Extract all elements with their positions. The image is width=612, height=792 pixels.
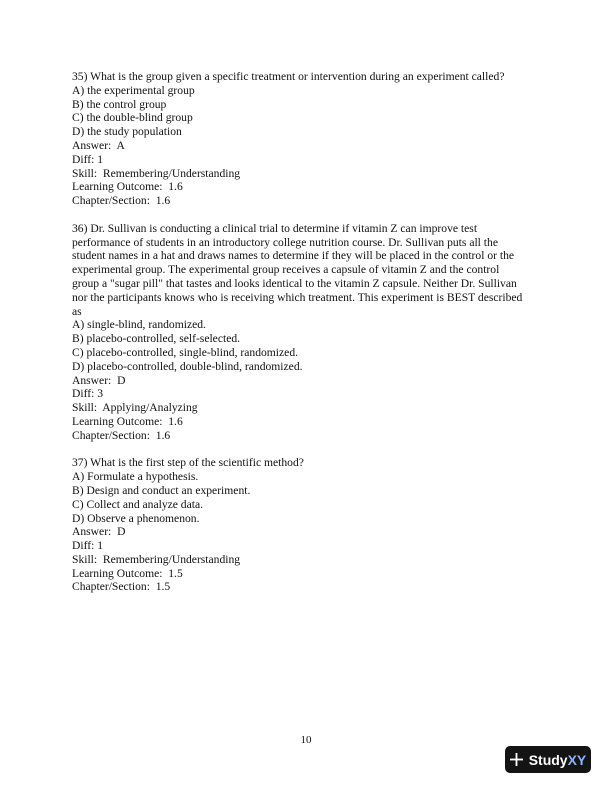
learning-outcome: Learning Outcome: 1.6 — [72, 180, 183, 194]
option-c: C) Collect and analyze data. — [72, 497, 204, 511]
page-content — [72, 70, 548, 608]
difficulty: Diff: 1 — [72, 152, 104, 166]
option-a: A) the experimental group — [72, 83, 195, 97]
question-36 — [72, 222, 548, 443]
question-stem: 35) What is the group given a specific treatment or intervention during an experiment called? — [72, 70, 505, 83]
question-stem-line: group a "sugar pill" that tastes and looks identical to the vitamin Z capsule. Neither Dr. Sullivan — [72, 276, 517, 290]
option-d: D) Observe a phenomenon. — [72, 511, 200, 525]
answer: Answer: A — [72, 138, 125, 152]
option-b: B) the control group — [72, 97, 167, 111]
badge-text: Study — [528, 751, 568, 768]
answer: Answer: D — [72, 373, 126, 387]
option-c: C) placebo-controlled, single-blind, randomized. — [72, 345, 299, 359]
studyxy-badge[interactable] — [505, 746, 591, 773]
question-stem-line: experimental group. The experimental group receives a capsule of vitamin Z and the control — [72, 263, 500, 277]
option-a: A) Formulate a hypothesis. — [72, 470, 199, 484]
option-b: B) placebo-controlled, self-selected. — [72, 332, 241, 346]
question-stem-line: as — [72, 304, 82, 318]
option-c: C) the double-blind group — [72, 111, 193, 125]
question-stem-line: 36) Dr. Sullivan is conducting a clinical trial to determine if vitamin Z can improve test — [72, 221, 478, 235]
question-35 — [72, 70, 548, 208]
chapter-section: Chapter/Section: 1.5 — [72, 580, 171, 594]
question-stem-line: student names in a hat and draws names to determine if they will be placed in the control or the — [72, 249, 515, 263]
question-stem-line: nor the participants knows who is receiving which treatment. This experiment is BEST described — [72, 290, 523, 304]
option-a: A) single-blind, randomized. — [72, 318, 206, 332]
question-stem: 37) What is the first step of the scientific method? — [72, 456, 304, 470]
learning-outcome: Learning Outcome: 1.6 — [72, 414, 183, 428]
badge-text-accent: XY — [567, 751, 587, 768]
option-b: B) Design and conduct an experiment. — [72, 483, 251, 497]
learning-outcome: Learning Outcome: 1.5 — [72, 566, 183, 580]
difficulty: Diff: 3 — [72, 387, 104, 401]
question-stem-line: performance of students in an introductory college nutrition course. Dr. Sullivan puts all the — [72, 235, 498, 249]
skill: Skill: Applying/Analyzing — [72, 401, 198, 415]
difficulty: Diff: 1 — [72, 539, 104, 553]
chapter-section: Chapter/Section: 1.6 — [72, 428, 171, 442]
question-37 — [72, 456, 548, 594]
skill: Skill: Remembering/Understanding — [72, 166, 241, 180]
chapter-section: Chapter/Section: 1.6 — [72, 194, 171, 208]
plus-icon — [510, 753, 523, 766]
option-d: D) the study population — [72, 125, 182, 139]
page-number: 10 — [300, 734, 312, 746]
option-d: D) placebo-controlled, double-blind, randomized. — [72, 359, 303, 373]
skill: Skill: Remembering/Understanding — [72, 552, 241, 566]
answer: Answer: D — [72, 525, 126, 539]
